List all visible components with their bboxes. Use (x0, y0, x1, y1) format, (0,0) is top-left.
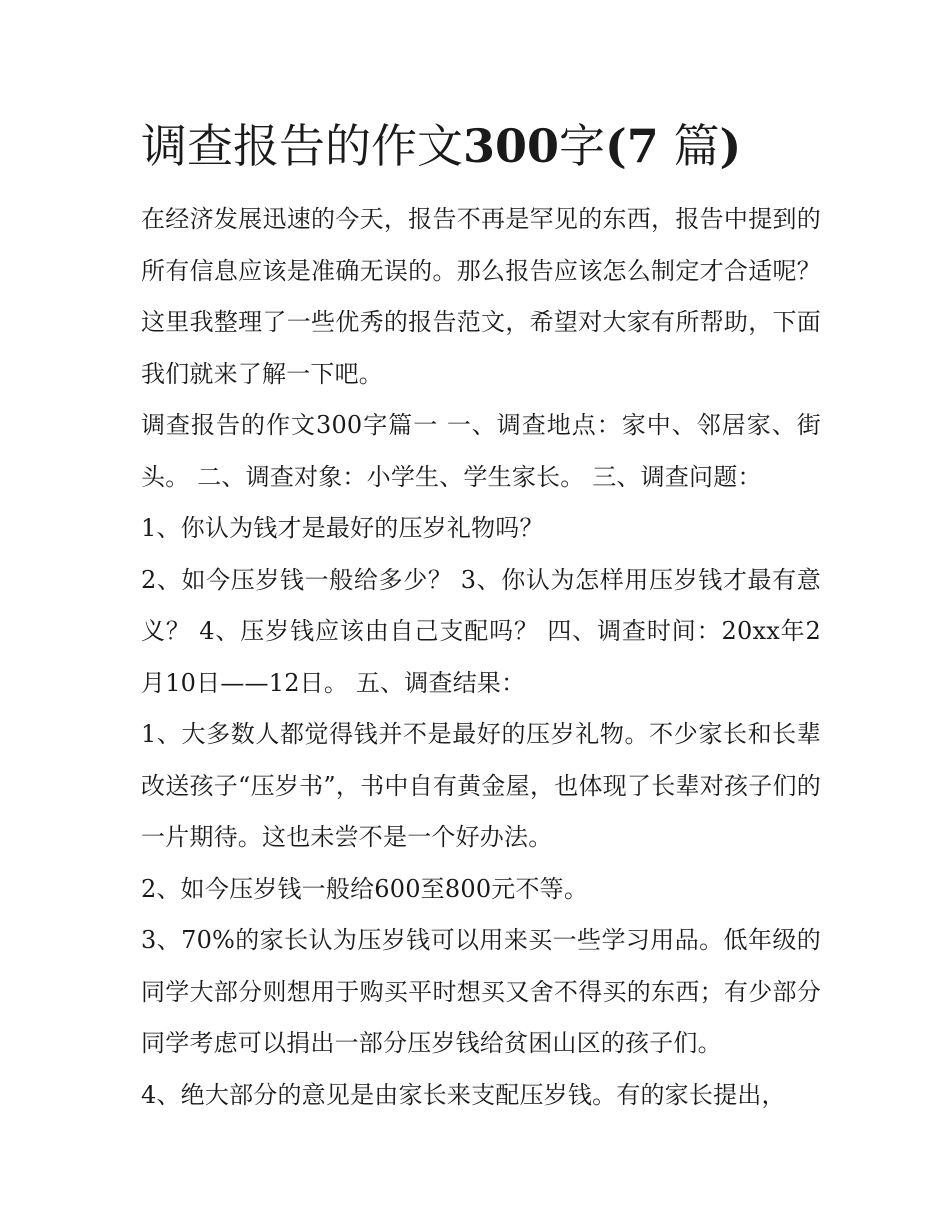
paragraph-survey-info: 调查报告的作文300字篇一 一、调查地点：家中、邻居家、街头。 二、调查对象：小学生、学生家长。 三、调查问题： (141, 411, 821, 491)
title-text-1: 调查报告的作文 (141, 119, 463, 173)
paragraph-result-2: 2、如今压岁钱一般给600至800元不等。 (141, 874, 589, 903)
title-close-paren: ) (719, 119, 742, 173)
paragraph-result-1: 1、大多数人都觉得钱并不是最好的压岁礼物。不少家长和长辈改送孩子“压岁书”，书中自有黄金屋，也体现了长辈对孩子们的一片期待。这也未尝不是一个好办法。 (141, 720, 821, 851)
title-number: 300 (463, 119, 560, 173)
paragraph-result-3: 3、70%的家长认为压岁钱可以用来买一些学习用品。低年级的同学大部分则想用于购买平时想买又舍不得买的东西；有少部分同学考虑可以捐出一部分压岁钱给贫困山区的孩子们。 (141, 926, 821, 1057)
document-page (141, 112, 821, 1121)
document-title (141, 112, 821, 180)
paragraph-questions-2-4: 2、如今压岁钱一般给多少？ 3、你认为怎样用压岁钱才最有意义？ 4、压岁钱应该由自己支配吗？ 四、调查时间：20xx年2月10日——12日。 五、调查结果： (141, 565, 821, 697)
title-paren-number: (7 (605, 119, 659, 173)
title-text-2: 字 (559, 119, 606, 173)
paragraph-intro: 在经济发展迅速的今天，报告不再是罕见的东西，报告中提到的所有信息应该是准确无误的。那么报告应该怎么制定才合适呢？这里我整理了一些优秀的报告范文，希望对大家有所帮助，下面我们就来了解一下吧。 (141, 205, 821, 388)
paragraph-question-1: 1、你认为钱才是最好的压岁礼物吗？ (141, 514, 544, 542)
paragraph-result-4: 4、绝大部分的意见是由家长来支配压岁钱。有的家长提出， (141, 1080, 786, 1109)
title-text-3: 篇 (673, 119, 720, 173)
